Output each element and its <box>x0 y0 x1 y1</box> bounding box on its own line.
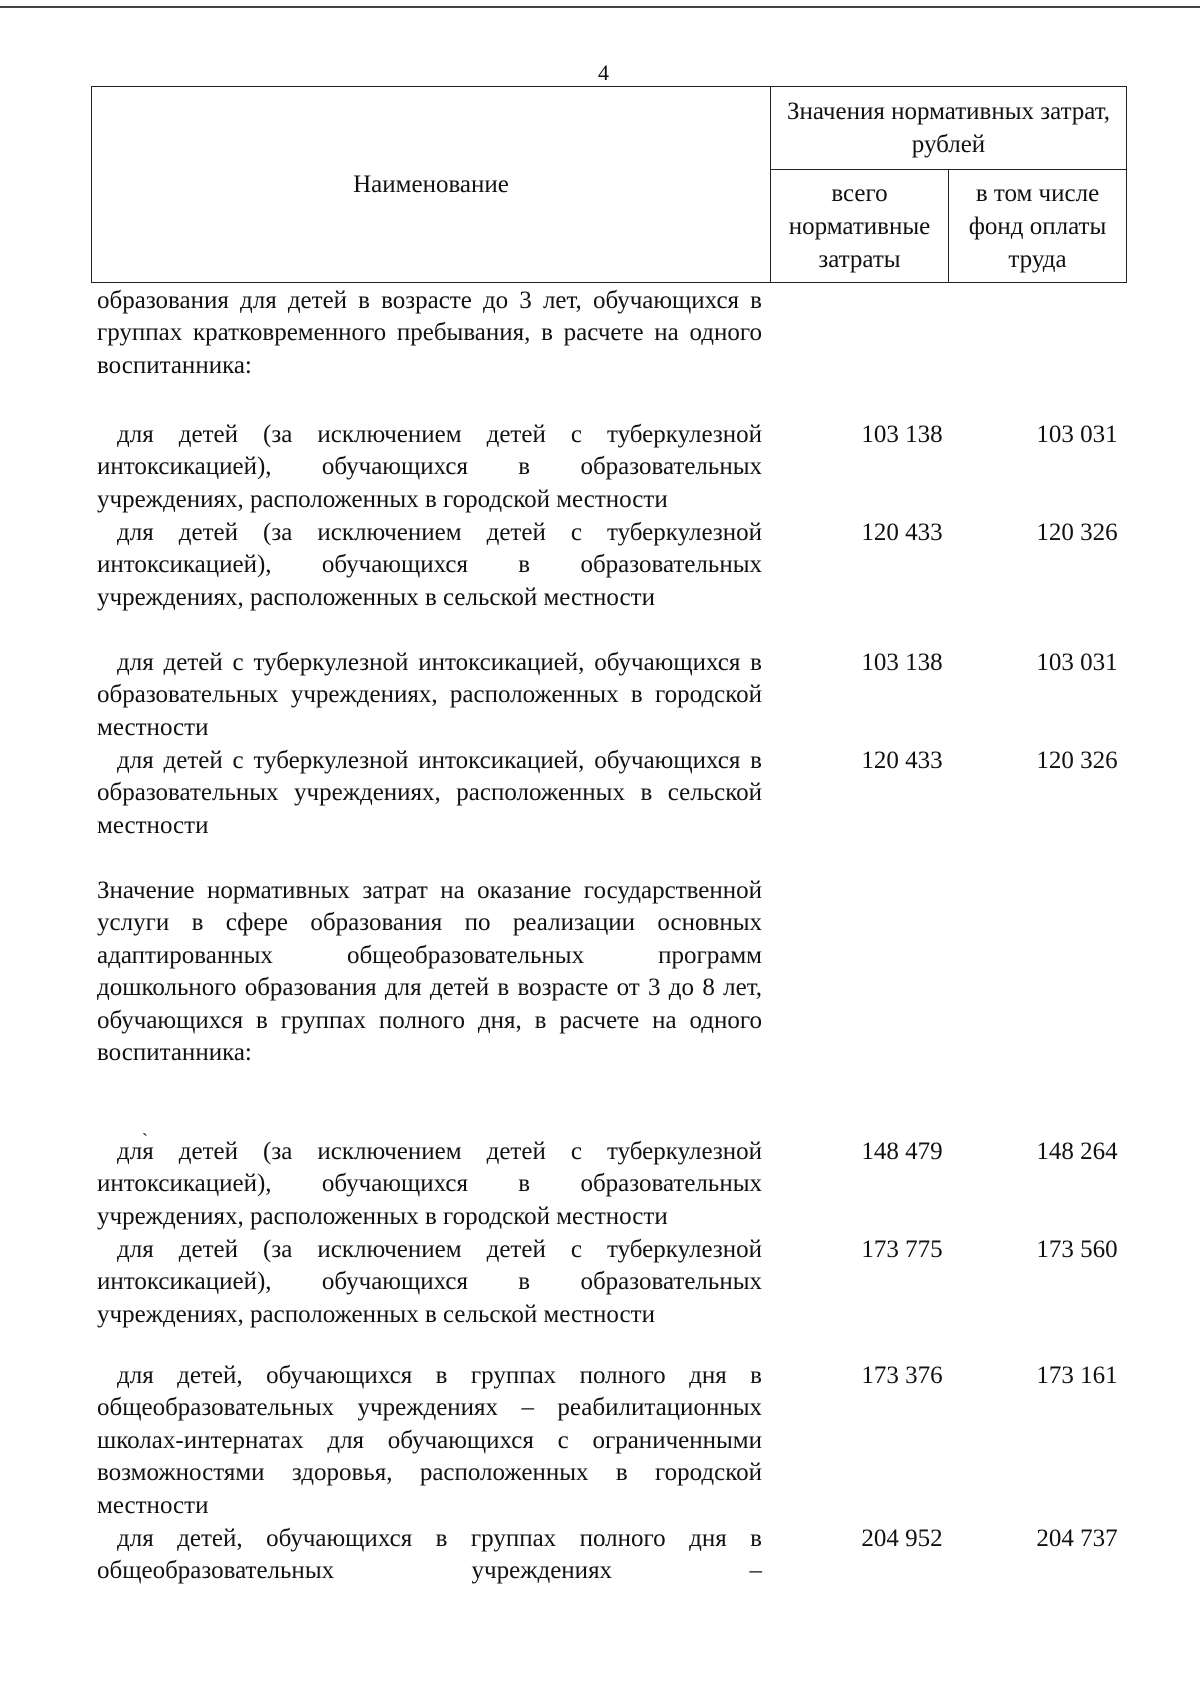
row-name: для детей (за исключением детей с туберкулезной интоксикацией), обучающихся в образовательных учреждениях, расположенных в сельской местности <box>97 519 762 611</box>
row-name: образования для детей в возрасте до 3 лет, обучающихся в группах кратковременного пребывания, в расчете на одного воспитанника: <box>97 287 762 379</box>
row-total-value: 103 138 <box>861 649 943 676</box>
table-row <box>97 1136 1127 1233</box>
row-total-value: 148 479 <box>861 1138 943 1165</box>
row-name: для детей, обучающихся в группах полного дня в общеобразовательных учреждениях – <box>97 1525 762 1585</box>
header-name: Наименование <box>92 87 771 283</box>
header-total-column: всего нормативные затраты <box>771 170 949 283</box>
table-row <box>97 1523 1127 1588</box>
row-name: для детей (за исключением детей с туберкулезной интоксикацией), обучающихся в образовательных учреждениях, расположенных в сельской местности <box>97 1236 762 1328</box>
row-name: для детей (за исключением детей с туберкулезной интоксикацией), обучающихся в образовательных учреждениях, расположенных в городской местности <box>97 421 762 513</box>
table-row <box>97 285 1127 382</box>
row-payroll-value: 103 031 <box>1036 421 1118 448</box>
table-row <box>97 419 1127 516</box>
row-payroll-value: 120 326 <box>1036 519 1118 546</box>
row-payroll-value: 148 264 <box>1036 1138 1118 1165</box>
row-payroll-value: 173 560 <box>1036 1236 1118 1263</box>
row-name: для детей с туберкулезной интоксикацией, обучающихся в образовательных учреждениях, расположенных в сельской местности <box>97 747 762 839</box>
row-total-value: 173 775 <box>861 1236 943 1263</box>
row-total-value: 204 952 <box>861 1525 943 1552</box>
row-total-value: 120 433 <box>861 519 943 546</box>
table-row <box>97 1234 1127 1331</box>
row-payroll-value: 120 326 <box>1036 747 1118 774</box>
table-row <box>97 875 1127 1069</box>
row-name: для детей, обучающихся в группах полного дня в общеобразовательных учреждениях – реабилитационных школах-интернатах для обучающихся с ограниченными возможностями здоровья, расположенных в городской местности <box>97 1362 762 1519</box>
table-row <box>97 647 1127 744</box>
header-values-group: Значения нормативных затрат, рублей <box>771 87 1127 170</box>
row-total-value: 120 433 <box>861 747 943 774</box>
row-name: Значение нормативных затрат на оказание государственной услуги в сфере образования по реализации основных адаптированных общеобразовательных программ дошкольного образования для детей в возрасте от 3 до 8 лет, обучающихся в группах полного дня, в расчете на одного воспитанника: <box>97 877 762 1067</box>
row-payroll-value: 173 161 <box>1036 1362 1118 1389</box>
row-payroll-value: 204 737 <box>1036 1525 1118 1552</box>
row-payroll-value: 103 031 <box>1036 649 1118 676</box>
table-row <box>97 517 1127 614</box>
row-total-value: 103 138 <box>861 421 943 448</box>
row-total-value: 173 376 <box>861 1362 943 1389</box>
table-row <box>97 745 1127 842</box>
table-header <box>91 86 1127 283</box>
scan-top-border <box>0 6 1200 8</box>
header-payroll-column: в том числе фонд оплаты труда <box>949 170 1127 283</box>
page-number: 4 <box>598 60 609 85</box>
row-name: для детей с туберкулезной интоксикацией, обучающихся в образовательных учреждениях, расположенных в городской местности <box>97 649 762 741</box>
row-name: для детей (за исключением детей с туберкулезной интоксикацией), обучающихся в образовательных учреждениях, расположенных в городской местности <box>97 1138 762 1230</box>
table-row <box>97 1360 1127 1522</box>
scan-mark: ˏ <box>142 1116 148 1136</box>
